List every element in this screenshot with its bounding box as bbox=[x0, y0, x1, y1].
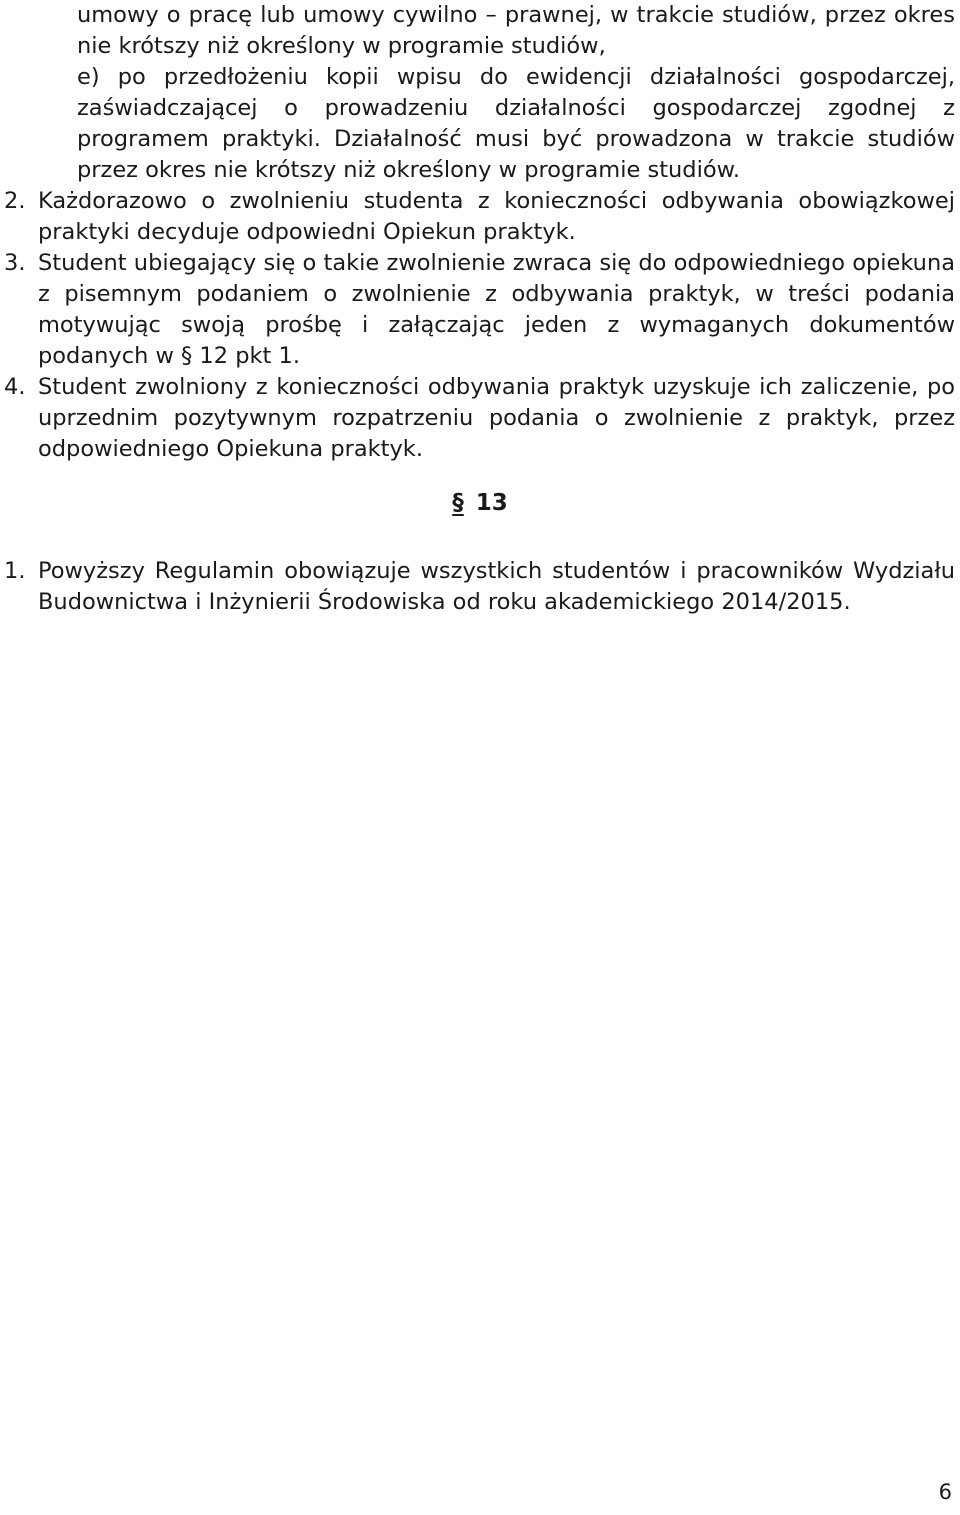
point-3-marker: 3. bbox=[4, 250, 26, 276]
continuation-paragraph: umowy o pracę lub umowy cywilno – prawnej, w trakcie studiów, przez okres nie krótszy niż określony w programie studiów, bbox=[77, 2, 955, 59]
section-13-point-1-text: Powyższy Regulamin obowiązuje wszystkich studentów i pracowników Wydziału Budownictwa i Inżynierii Środowiska od roku akademickiego 2014/2015. bbox=[38, 558, 955, 615]
section-heading bbox=[0, 486, 960, 520]
list-item-e bbox=[77, 62, 955, 186]
point-3 bbox=[4, 248, 955, 372]
point-2-text: Każdorazowo o zwolnieniu studenta z konieczności odbywania obowiązkowej praktyki decyduje odpowiedni Opiekun praktyk. bbox=[38, 188, 955, 245]
section-13-point-1 bbox=[4, 556, 955, 618]
point-2 bbox=[4, 186, 955, 248]
section-number: 13 bbox=[475, 490, 508, 516]
point-3-text: Student ubiegający się o takie zwolnienie zwraca się do odpowiedniego opiekuna z pisemnym podaniem o zwolnienie z odbywania praktyk, w treści podania motywując swoją prośbę i załączając jeden z wymaganych dokumentów podanych w § 12 pkt 1. bbox=[38, 250, 955, 369]
section-13-point-1-marker: 1. bbox=[4, 558, 26, 584]
list-item-e-marker: e) bbox=[77, 64, 100, 90]
page-number: 6 bbox=[938, 1480, 952, 1504]
point-4-marker: 4. bbox=[4, 374, 26, 400]
point-4-text: Student zwolniony z konieczności odbywania praktyk uzyskuje ich zaliczenie, po uprzednim pozytywnym rozpatrzeniu podania o zwolnienie z praktyk, przez odpowiedniego Opiekuna praktyk. bbox=[38, 374, 955, 462]
point-2-marker: 2. bbox=[4, 188, 26, 214]
section-sign: § bbox=[452, 490, 464, 516]
list-item-e-text: po przedłożeniu kopii wpisu do ewidencji działalności gospodarczej, zaświadczającej o prowadzeniu działalności gospodarczej zgodnej z programem praktyki. Działalność musi być prowadzona w trakcie studiów przez okres nie krótszy niż określony w programie studiów. bbox=[77, 64, 956, 183]
point-4 bbox=[4, 372, 955, 465]
